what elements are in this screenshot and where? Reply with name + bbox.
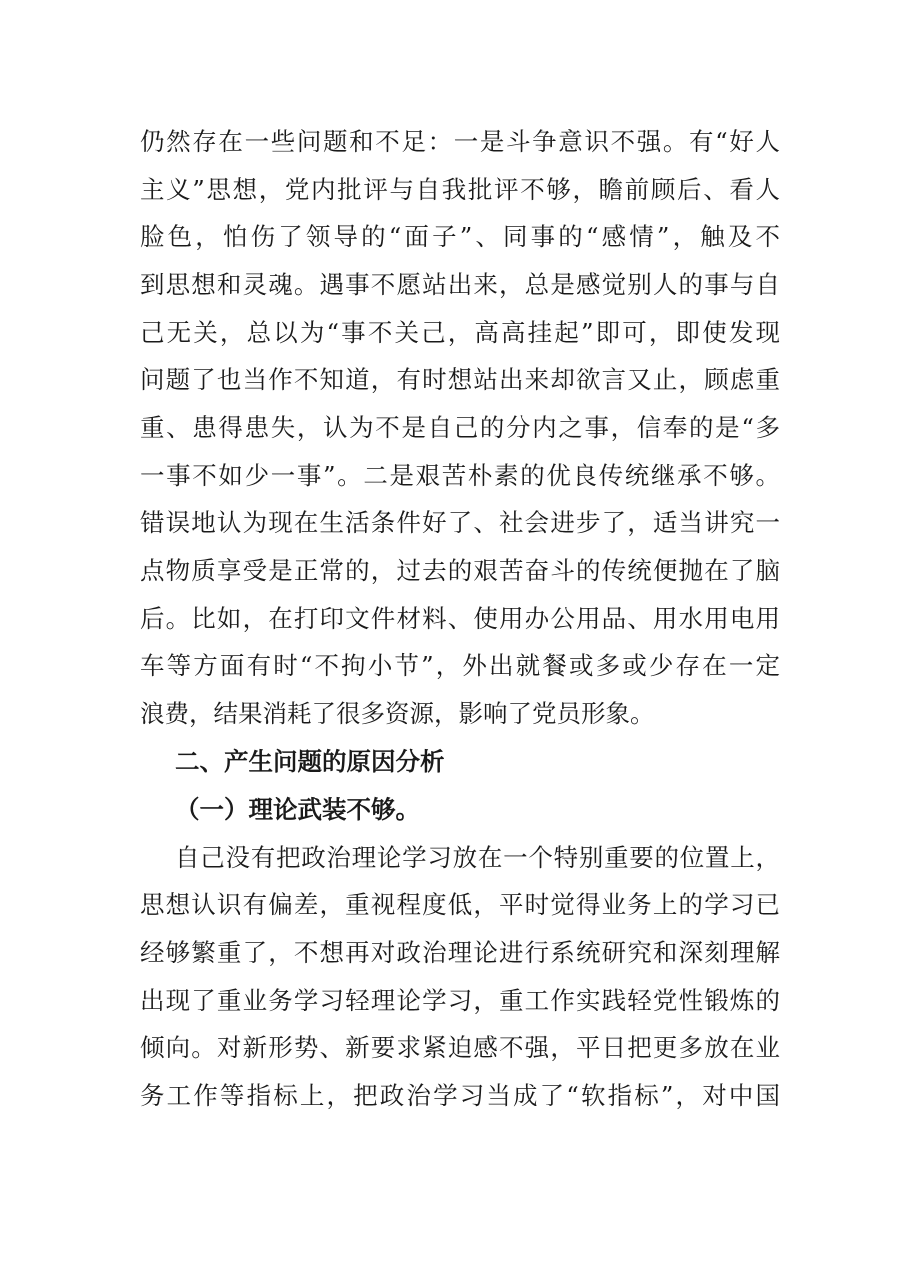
section-heading: 二、产生问题的原因分析 xyxy=(175,747,445,776)
paragraph-1-line-1: 仍然存在一些问题和不足：一是斗争意识不强。有“好人 xyxy=(140,127,780,156)
paragraph-2-line-4: 出现了重业务学习轻理论学习，重工作实践轻党性锻炼的 xyxy=(140,986,780,1015)
paragraph-2-line-3: 经够繁重了，不想再对政治理论进行系统研究和深刻理解 xyxy=(140,938,780,967)
paragraph-1-line-6: 问题了也当作不知道，有时想站出来却欲言又止，顾虑重 xyxy=(140,365,780,394)
paragraph-2-line-2: 思想认识有偏差，重视程度低，平时觉得业务上的学习已 xyxy=(140,890,780,919)
paragraph-1-line-12: 车等方面有时“不拘小节”，外出就餐或多或少存在一定 xyxy=(140,651,780,680)
section-subheading: （一）理论武装不够。 xyxy=(175,795,420,824)
paragraph-1-line-2: 主义”思想，党内批评与自我批评不够，瞻前顾后、看人 xyxy=(140,175,780,204)
paragraph-1-line-4: 到思想和灵魂。遇事不愿站出来，总是感觉别人的事与自 xyxy=(140,270,780,299)
paragraph-1-line-8: 一事不如少一事”。二是艰苦朴素的优良传统继承不够。 xyxy=(140,461,780,490)
paragraph-1-line-10: 点物质享受是正常的，过去的艰苦奋斗的传统便抛在了脑 xyxy=(140,556,780,585)
paragraph-1-line-13: 浪费，结果消耗了很多资源，影响了党员形象。 xyxy=(140,699,655,728)
paragraph-2-line-1: 自己没有把政治理论学习放在一个特别重要的位置上， xyxy=(175,843,780,872)
paragraph-1-line-9: 错误地认为现在生活条件好了、社会进步了，适当讲究一 xyxy=(140,508,780,537)
paragraph-1-line-7: 重、患得患失，认为不是自己的分内之事，信奉的是“多 xyxy=(140,413,780,442)
paragraph-1-line-11: 后。比如，在打印文件材料、使用办公用品、用水用电用 xyxy=(140,604,780,633)
paragraph-1-line-5: 己无关，总以为“事不关己，高高挂起”即可，即使发现 xyxy=(140,318,780,347)
paragraph-1-line-3: 脸色，怕伤了领导的“面子”、同事的“感情”，触及不 xyxy=(140,222,780,251)
paragraph-2-line-6: 务工作等指标上，把政治学习当成了“软指标”，对中国 xyxy=(140,1081,780,1110)
paragraph-2-line-5: 倾向。对新形势、新要求紧迫感不强，平日把更多放在业 xyxy=(140,1033,780,1062)
